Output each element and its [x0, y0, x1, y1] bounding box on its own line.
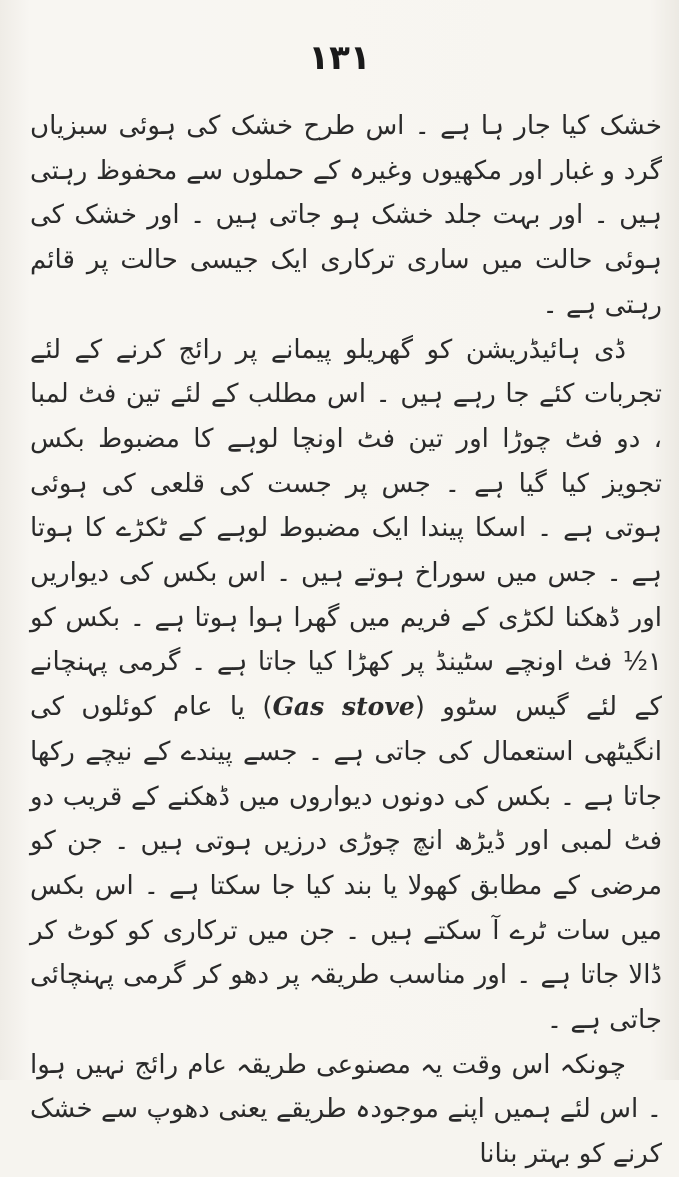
- paragraph-2-continuation: ) یا عام کوئلوں کی انگیٹھی استعمال کی جاتی ہے ۔ جسے پیندے کے نیچے رکھا جاتا ہے ۔ بکس کی دونوں دیواروں میں ڈھکنے کے قریب دو فٹ لمبی اور ڈیڑھ انچ چوڑی درزیں ہوتی ہیں ۔ جن کو مرضی کے مطابق کھولا یا بند کیا جا سکتا ہے ۔ اس بکس میں سات ٹرے آ سکتے ہیں ۔ جن میں ترکاری کو کوٹ کر ڈالا جاتا ہے ۔ اور مناسب طریقہ پر دھو کر گرمی پہنچائی جاتی ہے ۔: [30, 692, 662, 1036]
- body-text: [30, 104, 662, 1177]
- gas-stove-term: Gas stove: [272, 692, 415, 722]
- paragraph-1: خشک کیا جار ہا ہے ۔ اس طرح خشک کی ہوئی سبزیاں گرد و غبار اور مکھیوں وغیرہ کے حملوں سے محفوظ رہتی ہیں ۔ اور بہت جلد خشک ہو جاتی ہیں ۔ اور خشک کی ہوئی حالت میں ساری ترکاری ایک جیسی حالت پر قائم رہتی ہے ۔: [30, 111, 662, 320]
- paragraph-2: [30, 328, 662, 1043]
- paragraph-2-text: ڈی ہائیڈریشن کو گھریلو پیمانے پر رائج کرنے کے لئے تجربات کئے جا رہے ہیں ۔ اس مطلب کے لئے تین فٹ لمبا ، دو فٹ چوڑا اور تین فٹ اونچا لوہے کا مضبوط بکس تجویز کیا گیا ہے ۔ جس پر جست کی قلعی کی ہوئی ہوتی ہے ۔ اسکا پیندا ایک مضبوط لوہے کے ٹکڑے کا ہوتا ہے ۔ جس میں سوراخ ہوتے ہیں ۔ اس بکس کی دیواریں اور ڈھکنا لکڑی کے فریم میں گھرا ہوا ہوتا ہے ۔ بکس کو ۱½ فٹ اونچے سٹینڈ پر کھڑا کیا جاتا ہے ۔ گرمی پہنچانے کے لئے گیس سٹوو (: [30, 334, 663, 723]
- paragraph-3: چونکہ اس وقت یہ مصنوعی طریقہ عام رائج نہیں ہوا ۔ اس لئے ہمیں اپنے موجودہ طریقے یعنی دھوپ سے خشک کرنے کو بہتر بنانا: [30, 1049, 662, 1170]
- page-number: ۱۳۱: [308, 38, 371, 78]
